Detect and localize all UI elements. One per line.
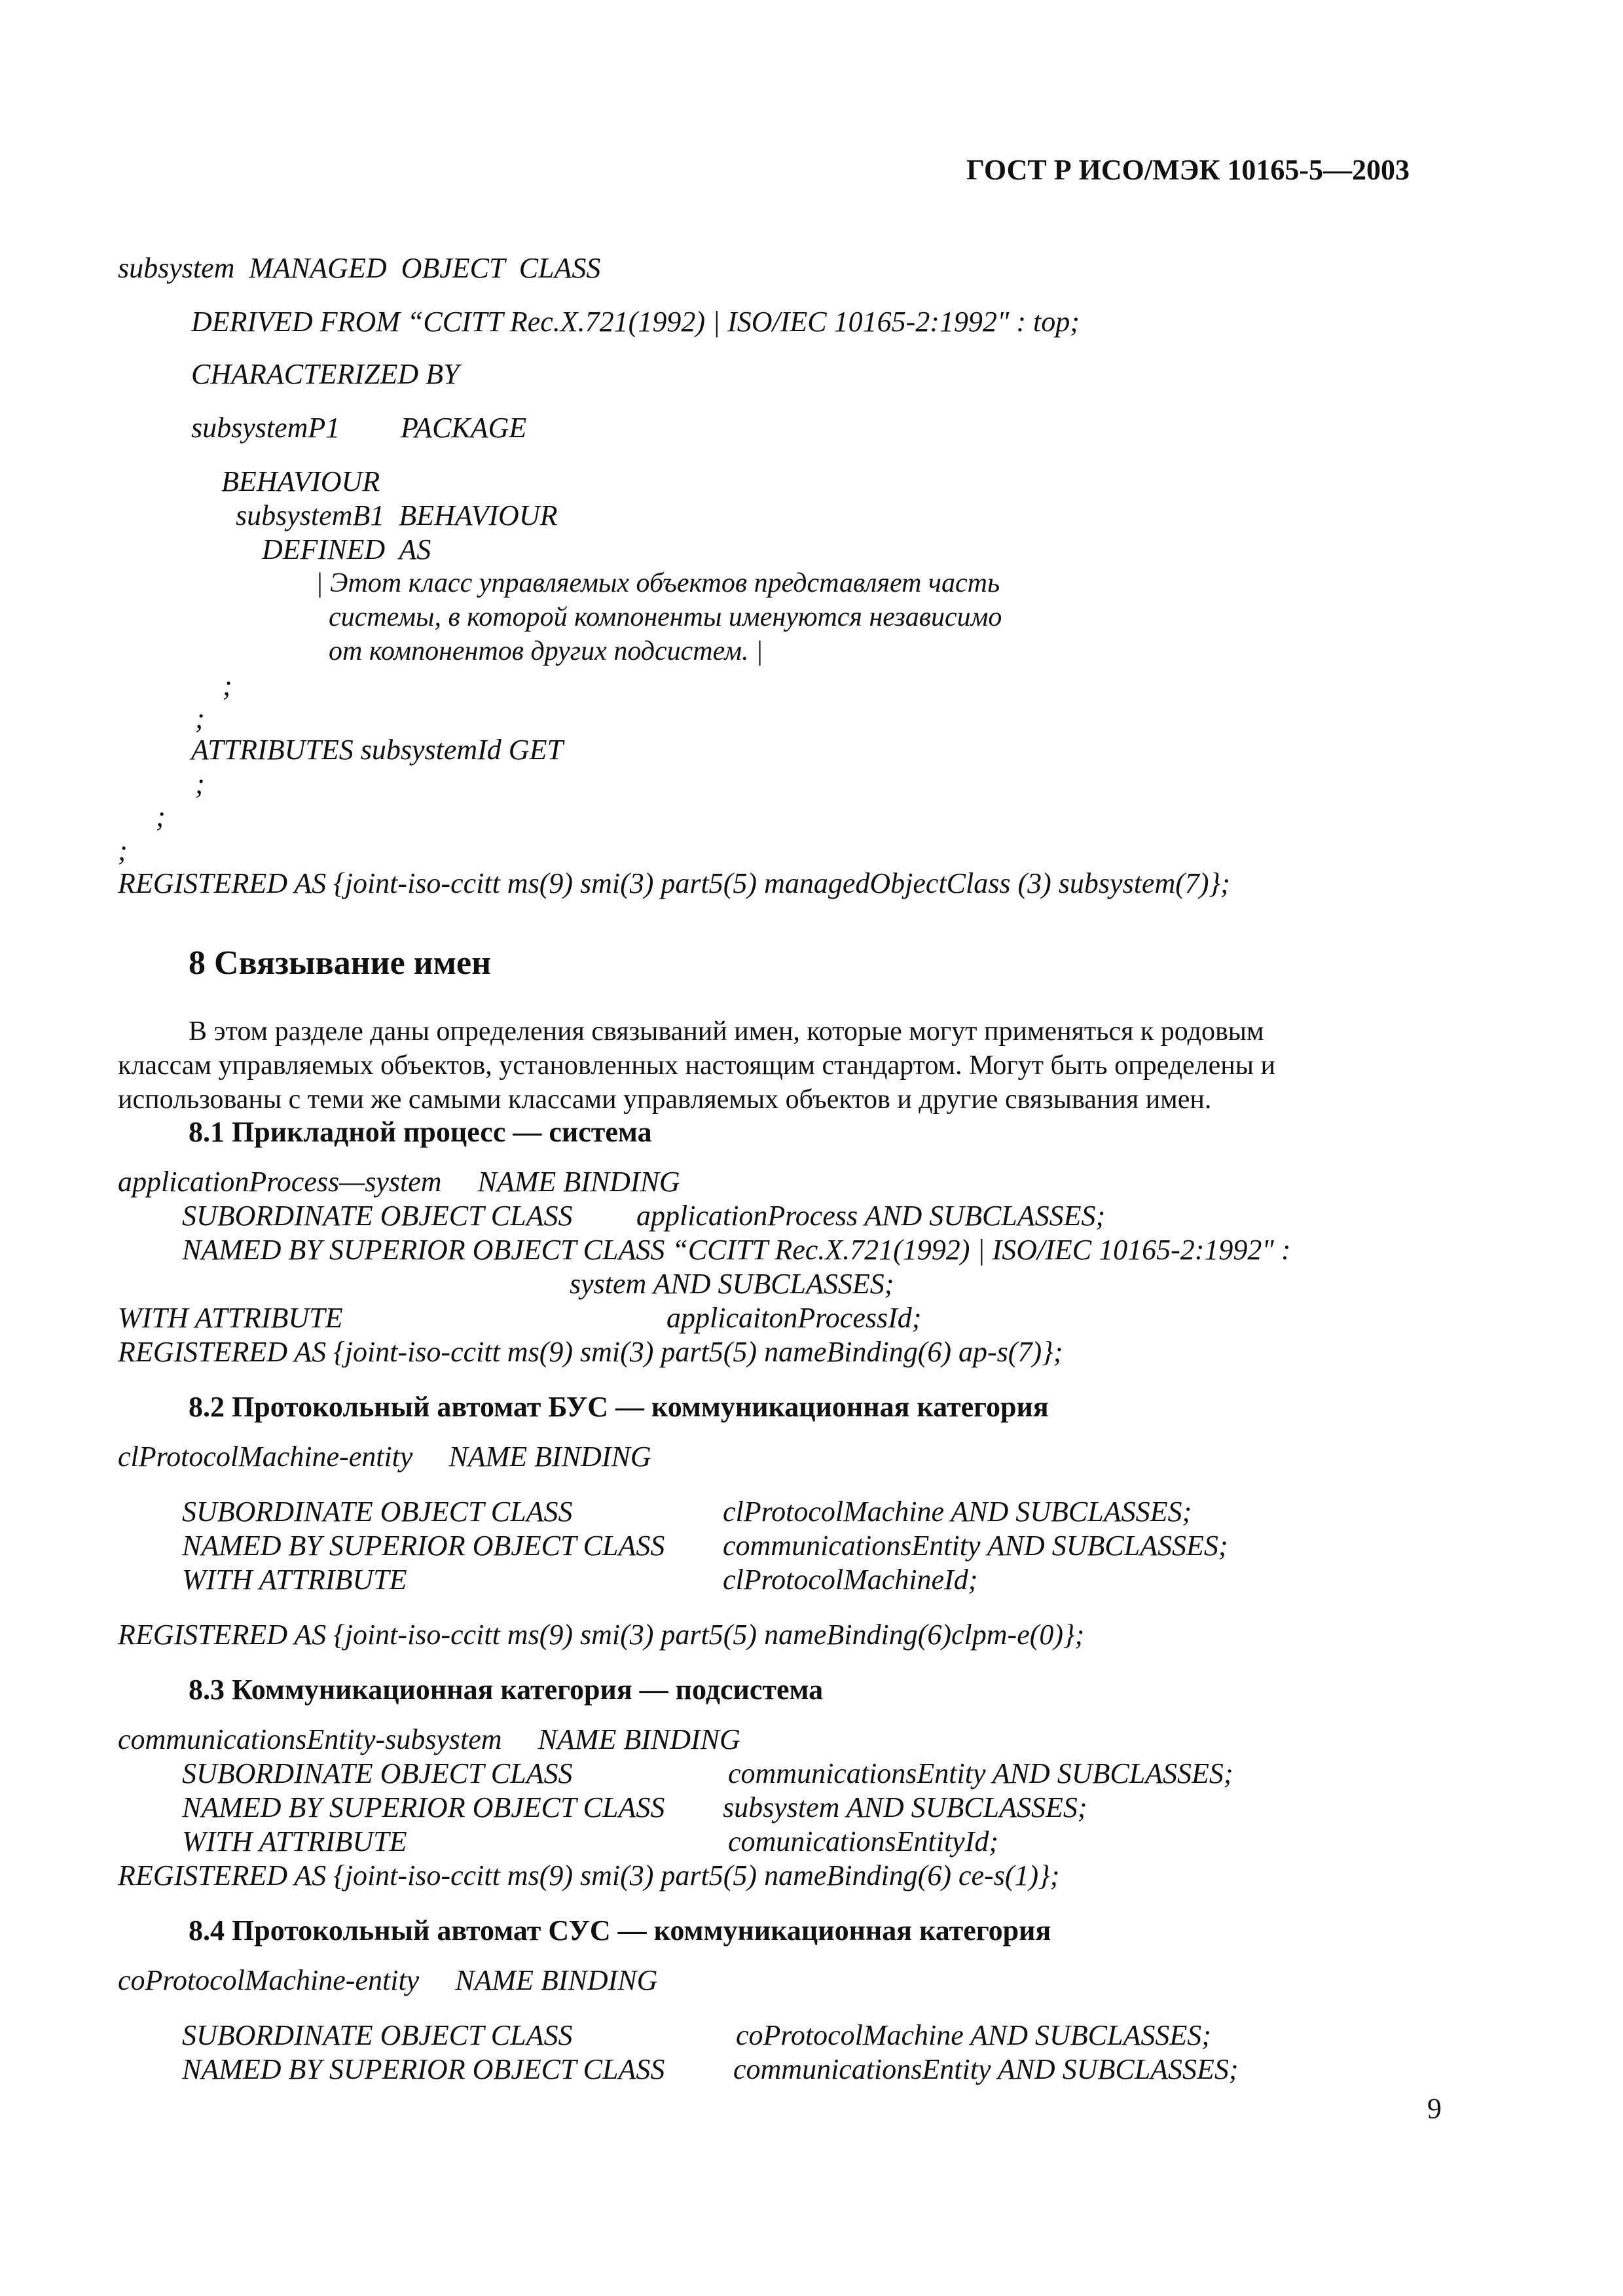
code-line: NAMED BY SUPERIOR OBJECT CLASS “CCITT Rec.X.721(1992) | ISO/IEC 10165-2:1992" : [182, 1234, 1291, 1266]
paragraph-line: классам управляемых объектов, установленных настоящим стандартом. Могут быть определены и [118, 1050, 1275, 1081]
code-line: DERIVED FROM “CCITT Rec.X.721(1992) | ISO/IEC 10165-2:1992" : top; [191, 306, 1080, 338]
code-line: subsystemP1 [191, 412, 340, 444]
code-comment-line: от компонентов других подсистем. | [329, 636, 763, 666]
code-line: applicationProcess—system NAME BINDING [118, 1166, 680, 1198]
code-line: comunicationsEntityId; [728, 1825, 999, 1857]
code-line: ; [223, 670, 232, 702]
code-line: ; [195, 768, 205, 800]
code-line: REGISTERED AS {joint-iso-ccitt ms(9) smi(3) part5(5) nameBinding(6)clpm-e(0)}; [118, 1619, 1085, 1651]
code-line: PACKAGE [401, 412, 527, 444]
code-line: ; [156, 800, 166, 833]
code-line: NAMED BY SUPERIOR OBJECT CLASS [182, 1791, 665, 1823]
code-line: BEHAVIOUR [221, 465, 380, 497]
paragraph-line: В этом разделе даны определения связываний имен, которые могут применяться к родовым [189, 1016, 1264, 1047]
code-line: SUBORDINATE OBJECT CLASS [182, 1496, 573, 1528]
code-line: communicationsEntity AND SUBCLASSES; [733, 2053, 1239, 2085]
code-line: REGISTERED AS {joint-iso-ccitt ms(9) smi(3) part5(5) managedObjectClass (3) subsystem(7)}; [118, 867, 1230, 899]
page-number: 9 [1427, 2092, 1442, 2125]
code-line: coProtocolMachine AND SUBCLASSES; [736, 2019, 1211, 2051]
code-line: communicationsEntity AND SUBCLASSES; [728, 1757, 1233, 1789]
code-line: SUBORDINATE OBJECT CLASS [182, 1200, 573, 1232]
code-line: subsystem AND SUBCLASSES; [723, 1791, 1087, 1823]
code-line: clProtocolMachine-entity NAME BINDING [118, 1441, 651, 1473]
code-line: CHARACTERIZED BY [191, 358, 460, 390]
code-line: communicationsEntity-subsystem NAME BINDING [118, 1723, 740, 1755]
subsection-heading: 8.3 Коммуникационная категория — подсистема [189, 1674, 824, 1706]
code-comment-line: | Этот класс управляемых объектов представляет часть [316, 568, 1000, 598]
code-line: system AND SUBCLASSES; [570, 1268, 894, 1300]
paragraph-line: использованы с теми же самыми классами управляемых объектов и другие связывания имен. [118, 1085, 1212, 1115]
code-line: subsystemB1 BEHAVIOUR [236, 499, 558, 531]
code-line: DEFINED AS [262, 533, 431, 565]
code-line: WITH ATTRIBUTE [182, 1825, 407, 1857]
code-line: communicationsEntity AND SUBCLASSES; [723, 1530, 1228, 1562]
code-line: REGISTERED AS {joint-iso-ccitt ms(9) smi(3) part5(5) nameBinding(6) ce-s(1)}; [118, 1859, 1060, 1892]
code-line: clProtocolMachine AND SUBCLASSES; [723, 1496, 1192, 1528]
code-line: applicationProcess AND SUBCLASSES; [636, 1200, 1106, 1232]
code-comment-line: системы, в которой компоненты именуются независимо [329, 602, 1002, 632]
section-paragraph [118, 1014, 1439, 1117]
code-line: applicaitonProcessId; [666, 1302, 922, 1334]
code-line: REGISTERED AS {joint-iso-ccitt ms(9) smi(3) part5(5) nameBinding(6) ap-s(7)}; [118, 1336, 1063, 1368]
subsection-heading: 8.1 Прикладной процесс — система [189, 1116, 652, 1148]
code-line: ; [118, 834, 128, 867]
code-line: NAMED BY SUPERIOR OBJECT CLASS [182, 2053, 665, 2085]
code-line: ATTRIBUTES subsystemId GET [191, 734, 563, 766]
code-line: coProtocolMachine-entity NAME BINDING [118, 1964, 658, 1996]
code-line: ; [195, 702, 205, 734]
code-line: SUBORDINATE OBJECT CLASS [182, 2019, 573, 2051]
code-line: clProtocolMachineId; [723, 1564, 978, 1596]
code-line: NAMED BY SUPERIOR OBJECT CLASS [182, 1530, 665, 1562]
code-line: subsystem MANAGED OBJECT CLASS [118, 252, 601, 284]
subsection-heading: 8.2 Протокольный автомат БУС — коммуникационная категория [189, 1391, 1049, 1423]
code-line: WITH ATTRIBUTE [118, 1302, 343, 1334]
code-line: SUBORDINATE OBJECT CLASS [182, 1757, 573, 1789]
document-header: ГОСТ Р ИСО/МЭК 10165-5—2003 [966, 154, 1410, 186]
section-heading: 8 Связывание имен [189, 944, 492, 982]
code-line: WITH ATTRIBUTE [182, 1564, 407, 1596]
subsection-heading: 8.4 Протокольный автомат СУС — коммуникационная категория [189, 1914, 1051, 1946]
